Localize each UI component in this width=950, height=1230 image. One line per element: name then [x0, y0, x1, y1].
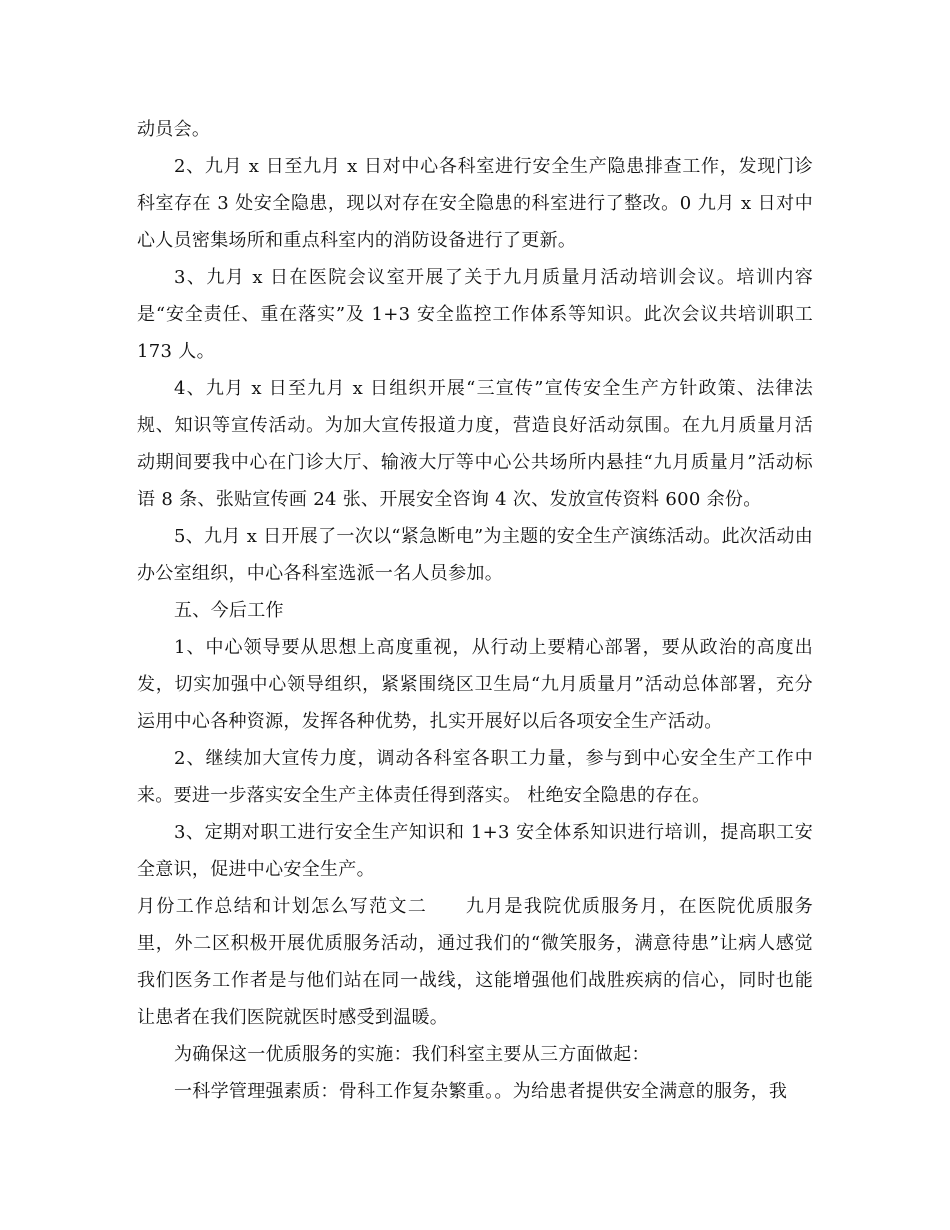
paragraph: 月份工作总结和计划怎么写范文二 九月是我院优质服务月，在医院优质服务里，外二区积极开展优质服务活动，通过我们的“微笑服务，满意待患”让病人感觉我们医务工作者是与他们站在同一战线，这能增强他们战胜疾病的信心，同时也能让患者在我们医院就医时感受到温暖。: [137, 896, 813, 1028]
paragraph: 5、九月 x 日开展了一次以“紧急断电”为主题的安全生产演练活动。此次活动由办公室组织，中心各科室选派一名人员参加。: [137, 526, 813, 584]
paragraph: 为确保这一优质服务的实施：我们科室主要从三方面做起：: [174, 1044, 650, 1065]
paragraph: 3、九月 x 日在医院会议室开展了关于九月质量月活动培训会议。培训内容是“安全责任、重在落实”及 1+3 安全监控工作体系等知识。此次会议共培训职工 173 人。: [137, 267, 813, 362]
paragraph: 1、中心领导要从思想上高度重视，从行动上要精心部署，要从政治的高度出发，切实加强中心领导组织，紧紧围绕区卫生局“九月质量月”活动总体部署，充分运用中心各种资源，发挥各种优势，扎实开展好以后各项安全生产活动。: [137, 637, 813, 732]
paragraph: 2、九月 x 日至九月 x 日对中心各科室进行安全生产隐患排查工作，发现门诊科室存在 3 处安全隐患，现以对存在安全隐患的科室进行了整改。0 九月 x 日对中心人员密集场所和重点科室内的消防设备进行了更新。: [137, 156, 813, 251]
paragraph: 4、九月 x 日至九月 x 日组织开展“三宣传”宣传安全生产方针政策、法律法规、知识等宣传活动。为加大宣传报道力度，营造良好活动氛围。在九月质量月活动期间要我中心在门诊大厅、输液大厅等中心公共场所内悬挂“九月质量月”活动标语 8 条、张贴宣传画 24 张、开展安全咨询 4 次、发放宣传资料 600 余份。: [137, 378, 813, 510]
paragraph: 一科学管理强素质：骨科工作复杂繁重。。为给患者提供安全满意的服务，我: [174, 1081, 788, 1102]
paragraph: 动员会。: [137, 119, 211, 140]
document-body: [137, 111, 813, 1110]
section-heading: 五、今后工作: [174, 600, 284, 621]
paragraph: 3、定期对职工进行安全生产知识和 1+3 安全体系知识进行培训，提高职工安全意识，促进中心安全生产。: [137, 822, 813, 880]
paragraph: 2、继续加大宣传力度，调动各科室各职工力量，参与到中心安全生产工作中来。要进一步落实安全生产主体责任得到落实。 杜绝安全隐患的存在。: [137, 748, 813, 806]
